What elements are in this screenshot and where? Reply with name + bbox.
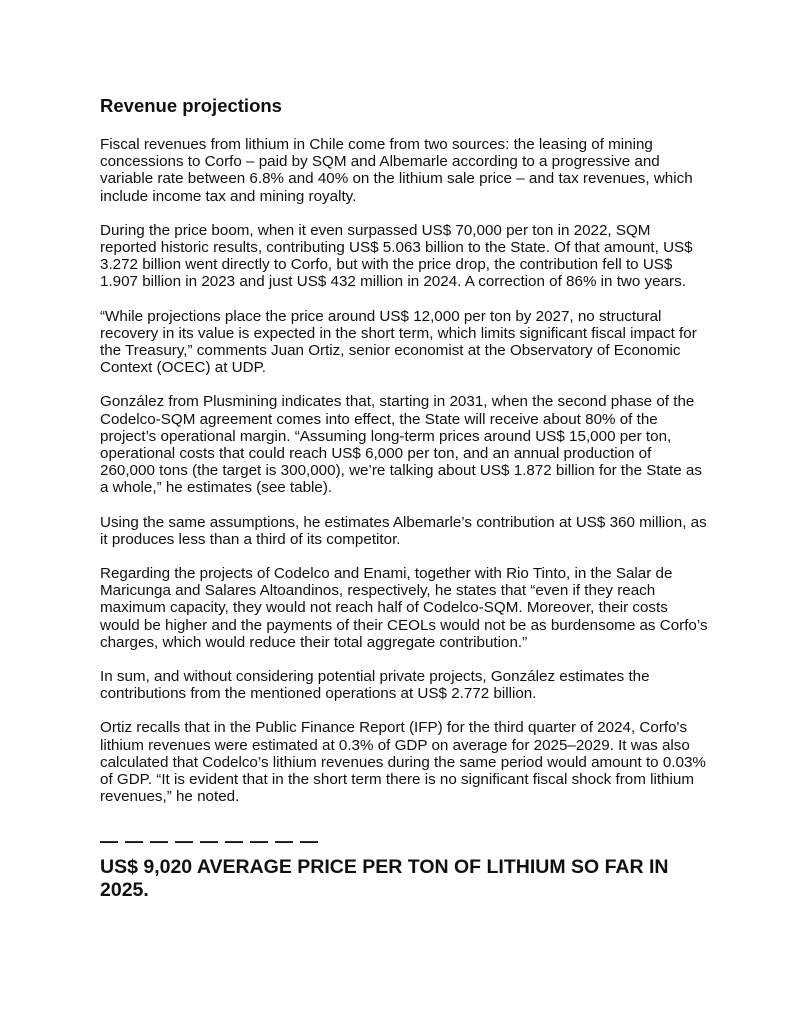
paragraph-ortiz-quote: “While projections place the price around US$ 12,000 per ton by 2027, no structural recovery in its value is expected in the short term, which limits significant fiscal impact for the Treasury,” comments Juan Ortiz, senior economist at the Observatory of Economic Context (OCEC) at UDP.	[100, 307, 697, 377]
paragraph-gonzalez-estimate: González from Plusmining indicates that, starting in 2031, when the second phase of the Codelco-SQM agreement comes into effect, the State will receive about 80% of the project’s operational margin. “Assuming long-term prices around US$ 15,000 per ton, operational costs that could reach US$ 6,000 per ton, and an annual production of 260,000 tons (the target is 300,000), we’re talking about US$ 1.872 billion for the State as a whole,” he estimates (see table).	[100, 393, 702, 497]
paragraph-fiscal-sources: Fiscal revenues from lithium in Chile come from two sources: the leasing of mining concessions to Corfo – paid by SQM and Albemarle according to a progressive and variable rate between 6.8% and 40% on the lithium sale price – and tax revenues, which include income tax and mining royalty.	[100, 136, 693, 205]
price-callout: US$ 9,020 AVERAGE PRICE PER TON OF LITHIUM SO FAR IN 2025.	[100, 855, 669, 901]
paragraph-price-boom: During the price boom, when it even surpassed US$ 70,000 per ton in 2022, SQM reported historic results, contributing US$ 5.063 billion to the State. Of that amount, US$ 3.272 billion went directly to Corfo, but with the price drop, the contribution fell to US$ 1.907 billion in 2023 and just US$ 432 million in 2024. A correction of 86% in two years.	[100, 221, 693, 291]
dash-divider: — — — — — — — — —	[100, 830, 320, 851]
paragraph-albemarle: Using the same assumptions, he estimates Albemarle’s contribution at US$ 360 million, as it produces less than a third of its competitor.	[100, 513, 707, 548]
article-body	[100, 94, 710, 902]
paragraph-ifp-report: Ortiz recalls that in the Public Finance Report (IFP) for the third quarter of 2024, Corfo's lithium revenues were estimated at 0.3% of GDP on average for 2025–2029. It was also calculated that Codelco’s lithium revenues during the same period would amount to 0.03% of GDP. “It is evident that in the short term there is no significant fiscal shock from lithium revenues,” he noted.	[100, 719, 706, 806]
section-heading: Revenue projections	[100, 95, 282, 116]
paragraph-codelco-enami: Regarding the projects of Codelco and Enami, together with Rio Tinto, in the Salar de Maricunga and Salares Altoandinos, respectively, he states that “even if they reach maximum capacity, they would not reach half of Codelco-SQM. Moreover, their costs would be higher and the payments of their CEOLs would not be as burdensome as Corfo’s charges, which would reduce their total aggregate contribution.”	[100, 565, 708, 651]
paragraph-sum: In sum, and without considering potential private projects, González estimates the contributions from the mentioned operations at US$ 2.772 billion.	[100, 668, 650, 703]
